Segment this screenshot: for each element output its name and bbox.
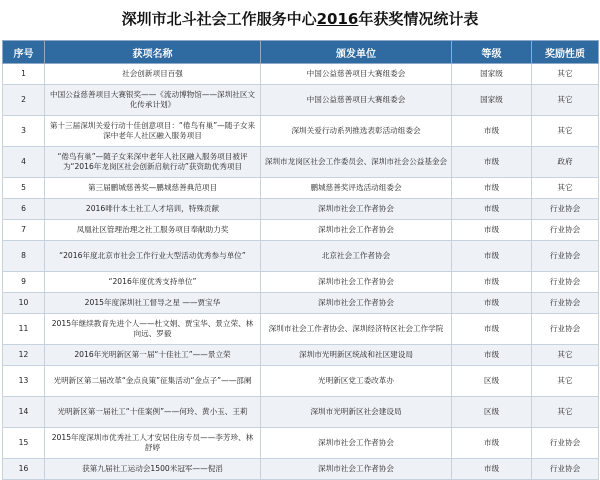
cell-award-name: 光明新区第二届改革“金点良策”征集活动“金点子”——邵阑 [45,366,261,397]
cell-level: 市级 [452,314,532,345]
table-row [3,116,599,147]
cell-serial: 9 [3,272,45,293]
cell-issuer: 中国公益慈善项目大赛组委会 [261,64,452,85]
cell-nature: 行业协会 [532,459,599,480]
header-issuer: 颁发单位 [261,41,452,64]
cell-serial: 2 [3,85,45,116]
cell-level: 国家级 [452,64,532,85]
title-suffix: 年获奖情况统计表 [358,10,479,28]
table-row [3,199,599,220]
header-serial: 序号 [3,41,45,64]
cell-nature: 其它 [532,366,599,397]
cell-issuer: 深圳市社会工作者协会、深圳经济特区社会工作学院 [261,314,452,345]
cell-serial: 10 [3,293,45,314]
cell-nature: 行业协会 [532,199,599,220]
cell-level: 市级 [452,459,532,480]
cell-serial: 8 [3,241,45,272]
cell-issuer: 深圳市社会工作者协会 [261,199,452,220]
cell-serial: 4 [3,147,45,178]
cell-serial: 11 [3,314,45,345]
cell-award-name: 2016年光明新区第一届“十佳社工”——景立荣 [45,345,261,366]
cell-level: 市级 [452,147,532,178]
header-award-name: 获项名称 [45,41,261,64]
cell-level: 市级 [452,272,532,293]
cell-issuer: 深圳市光明新区社会建设局 [261,397,452,428]
title-year: 2016 [316,10,359,28]
cell-nature: 行业协会 [532,241,599,272]
cell-serial: 1 [3,64,45,85]
cell-issuer: 深圳市社会工作者协会 [261,428,452,459]
cell-serial: 7 [3,220,45,241]
title-prefix: 深圳市北斗社会工作服务中心 [121,10,317,28]
cell-award-name: “2016年度北京市社会工作行业大型活动优秀参与单位” [45,241,261,272]
cell-issuer: 深圳市社会工作者协会 [261,272,452,293]
cell-level: 区级 [452,366,532,397]
cell-nature: 其它 [532,345,599,366]
cell-issuer: 中国公益慈善项目大赛组委会 [261,85,452,116]
cell-nature: 政府 [532,147,599,178]
table-row [3,428,599,459]
table-row [3,147,599,178]
cell-award-name: 中国公益慈善项目大赛银奖——《流动博物馆——深圳社区文化传承计划》 [45,85,261,116]
cell-nature: 行业协会 [532,272,599,293]
cell-serial: 12 [3,345,45,366]
table-header-row [3,41,599,64]
table-row [3,241,599,272]
table-row [3,272,599,293]
cell-award-name: 凤凰社区管理治理之社工服务项目奉献助力奖 [45,220,261,241]
header-nature: 奖励性质 [532,41,599,64]
cell-serial: 15 [3,428,45,459]
cell-award-name: “2016年度优秀支持单位” [45,272,261,293]
cell-nature: 其它 [532,64,599,85]
cell-level: 市级 [452,293,532,314]
table-row [3,85,599,116]
cell-serial: 13 [3,366,45,397]
cell-level: 市级 [452,220,532,241]
cell-issuer: 深圳市光明新区统战和社区建设局 [261,345,452,366]
cell-award-name: 获第九届社工运动会1500米冠军——倪滔 [45,459,261,480]
cell-award-name: 2015年度深圳社工督导之星 ——贾宝华 [45,293,261,314]
table-row [3,178,599,199]
cell-issuer: 深圳关爱行动系列推选表彰活动组委会 [261,116,452,147]
cell-award-name: 光明新区第一届社工“十佳案例”——何玲、黄小玉、王莉 [45,397,261,428]
cell-nature: 其它 [532,397,599,428]
cell-award-name: 2016啡什本土社工人才培训，特殊贡献 [45,199,261,220]
cell-level: 市级 [452,345,532,366]
cell-level: 市级 [452,241,532,272]
cell-issuer: 北京社会工作者协会 [261,241,452,272]
cell-level: 市级 [452,178,532,199]
cell-level: 市级 [452,199,532,220]
header-level: 等级 [452,41,532,64]
cell-serial: 3 [3,116,45,147]
cell-serial: 5 [3,178,45,199]
table-row [3,345,599,366]
cell-nature: 其它 [532,178,599,199]
table-row [3,366,599,397]
cell-nature: 行业协会 [532,220,599,241]
cell-level: 国家级 [452,85,532,116]
table-row [3,397,599,428]
cell-nature: 行业协会 [532,293,599,314]
table-row [3,459,599,480]
cell-award-name: 2015年度深圳市优秀社工人才安居住房专员——李芳珍、林舒婷 [45,428,261,459]
cell-award-name: “倦鸟有巢”—随子女来深中老年人社区融入服务项目被评为“2016年龙岗区社会创新启航行动”获资助优秀项目 [45,147,261,178]
table-row [3,64,599,85]
awards-table [2,40,599,480]
cell-issuer: 光明新区党工委改革办 [261,366,452,397]
cell-award-name: 社会创新项目百强 [45,64,261,85]
cell-nature: 行业协会 [532,428,599,459]
cell-nature: 其它 [532,116,599,147]
cell-issuer: 深圳市社会工作者协会 [261,459,452,480]
cell-award-name: 第十三届深圳关爱行动十佳创意项目：“倦鸟有巢”—随子女来深中老年人社区融入服务项目 [45,116,261,147]
table-row [3,314,599,345]
cell-award-name: 第三届鹏城慈善奖—鹏城慈善典范项目 [45,178,261,199]
cell-level: 市级 [452,428,532,459]
cell-award-name: 2015年继续教育先进个人——杜文娟、贾宝华、景立荣、林向远、罗毅 [45,314,261,345]
table-row [3,293,599,314]
cell-serial: 16 [3,459,45,480]
table-row [3,220,599,241]
cell-issuer: 深圳市龙岗区社会工作委员会、深圳市社会公益基金会 [261,147,452,178]
cell-issuer: 鹏城慈善奖评选活动组委会 [261,178,452,199]
cell-level: 市级 [452,116,532,147]
cell-level: 区级 [452,397,532,428]
page-title [0,8,600,30]
cell-nature: 其它 [532,85,599,116]
cell-issuer: 深圳市社会工作者协会 [261,293,452,314]
cell-serial: 6 [3,199,45,220]
cell-serial: 14 [3,397,45,428]
cell-nature: 行业协会 [532,314,599,345]
cell-issuer: 深圳市社会工作者协会 [261,220,452,241]
